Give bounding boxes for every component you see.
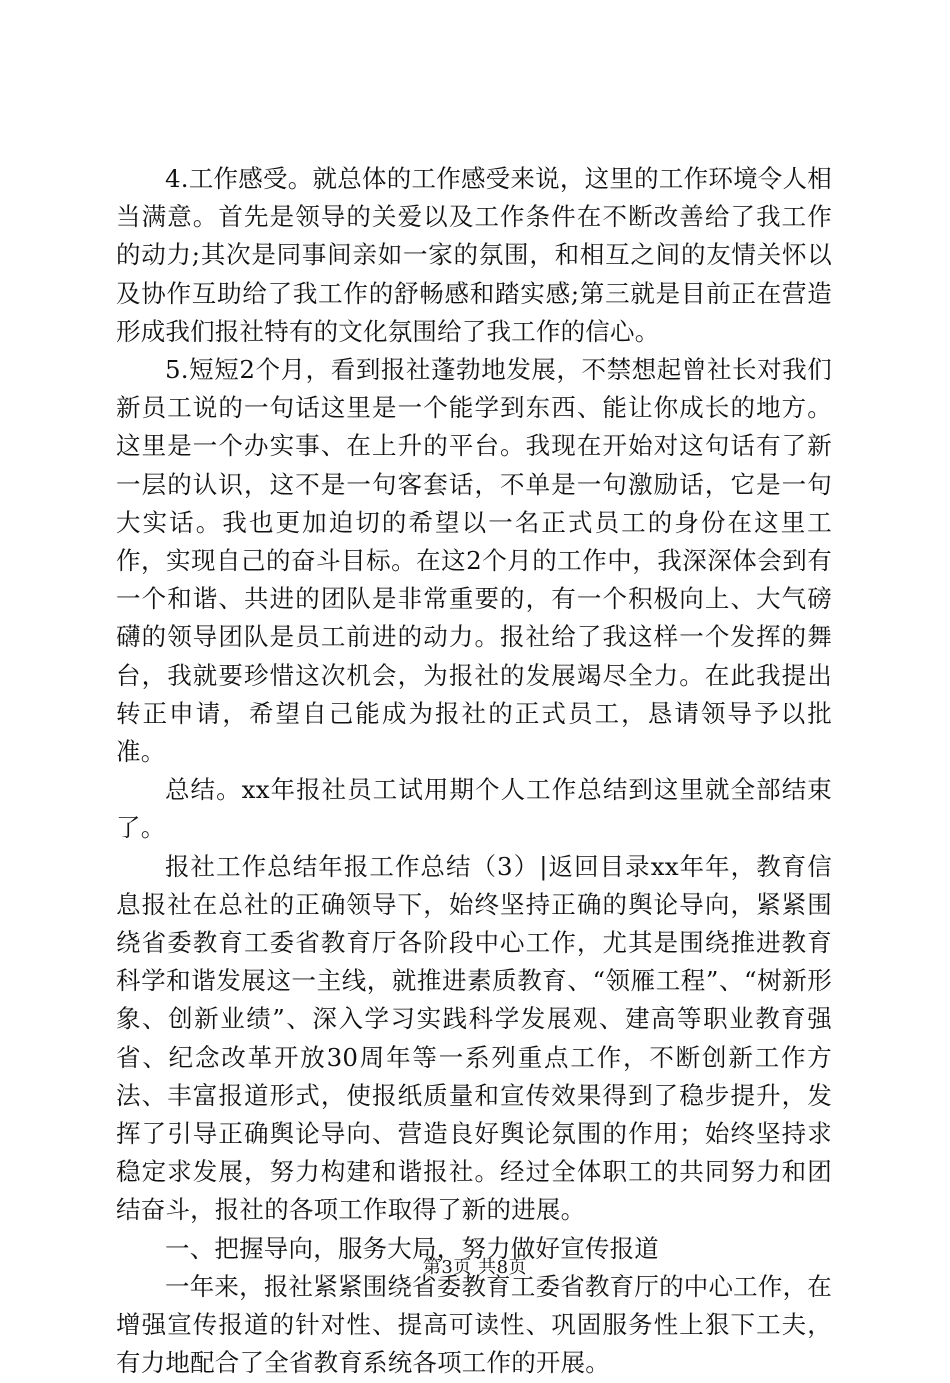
section-heading: 一、把握导向，服务大局，努力做好宣传报道 xyxy=(165,1233,659,1263)
paragraph-two-months: 5.短短2个月，看到报社蓬勃地发展，不禁想起曾社长对我们新员工说的一句话这里是一个能学到东西、能让你成长的地方。这里是一个办实事、在上升的平台。我现在开始对这句话有了新一层的认识，这不是一句客套话，不单是一句激励话，它是一句大实话。我也更加迫切的希望以一名正式员工的身份在这里工作，实现自己的奋斗目标。在这2个月的工作中，我深深体会到有一个和谐、共进的团队是非常重要的，有一个积极向上、大气磅礴的领导团队是员工前进的动力。报社给了我这样一个发挥的舞台，我就要珍惜这次机会，为报社的发展竭尽全力。在此我提出转正申请，希望自己能成为报社的正式员工，恳请领导予以批准。 xyxy=(116,355,832,767)
document-body xyxy=(116,160,832,1383)
paragraph-work-feelings: 4.工作感受。就总体的工作感受来说，这里的工作环境令人相当满意。首先是领导的关爱以及工作条件在不断改善给了我工作的动力;其次是同事间亲如一家的氛围，和相互之间的友情关怀以及协作互助给了我工作的舒畅感和踏实感;第三就是目前正在营造形成我们报社特有的文化氛围给了我工作的信心。 xyxy=(116,164,832,346)
paragraph-summary-end: 总结。xx年报社员工试用期个人工作总结到这里就全部结束了。 xyxy=(116,775,832,843)
page-number-footer: 第3页 共8页 xyxy=(422,1257,528,1278)
paragraph-annual-report-intro: 报社工作总结年报工作总结（3）|返回目录xx年年，教育信息报社在总社的正确领导下，始终坚持正确的舆论导向，紧紧围绕省委教育工委省教育厅各阶段中心工作，尤其是围绕推进教育科学和谐发展这一主线，就推进素质教育、“领雁工程”、“树新形象、创新业绩”、深入学习实践科学发展观、建高等职业教育强省、纪念改革开放30周年等一系列重点工作，不断创新工作方法、丰富报道形式，使报纸质量和宣传效果得到了稳步提升，发挥了引导正确舆论导向、营造良好舆论氛围的作用；始终坚持求稳定求发展，努力构建和谐报社。经过全体职工的共同努力和团结奋斗，报社的各项工作取得了新的进展。 xyxy=(116,851,832,1225)
paragraph-section-one: 一年来，报社紧紧围绕省委教育工委省教育厅的中心工作，在增强宣传报道的针对性、提高可读性、巩固服务性上狠下工夫，有力地配合了全省教育系统各项工作的开展。 xyxy=(116,1271,832,1378)
